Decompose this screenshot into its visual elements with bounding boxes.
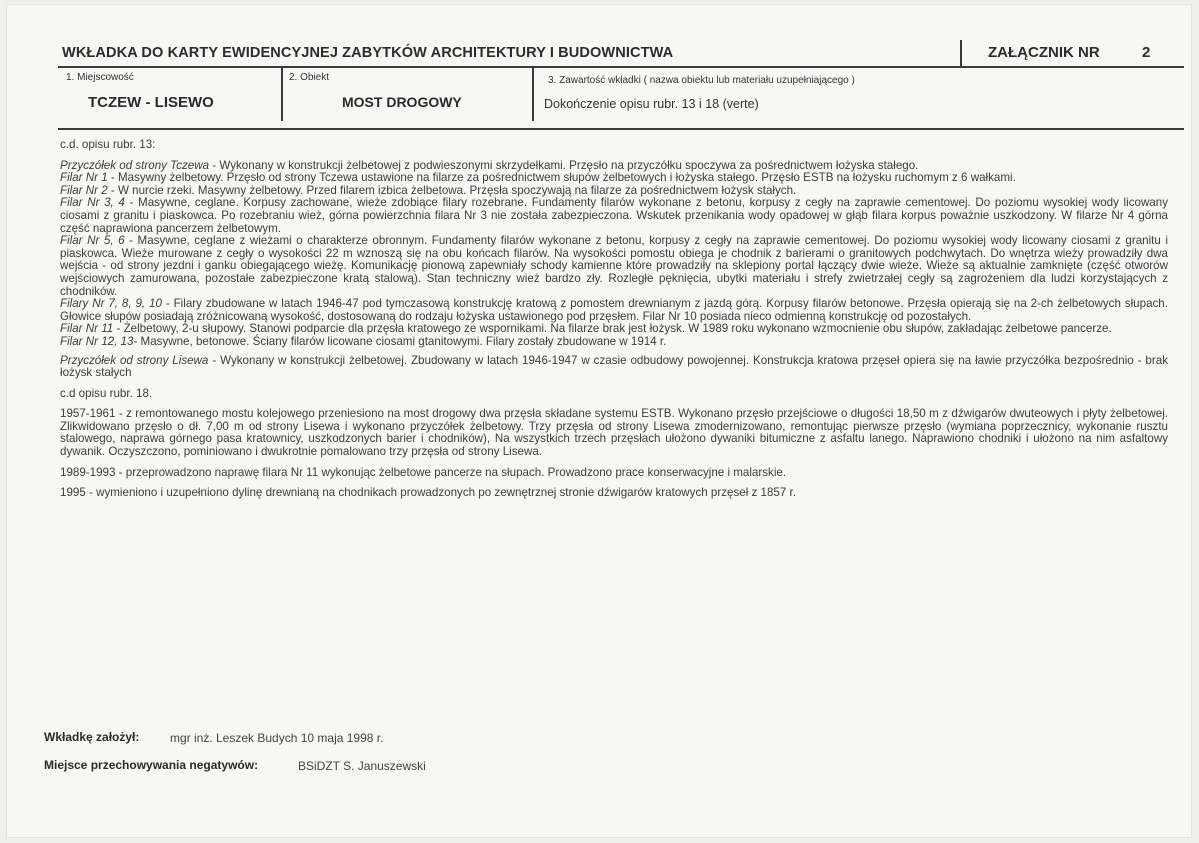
paragraph-label: Przyczółek od strony Lisewa <box>60 353 209 367</box>
paragraph-text: - Żelbetowy, 2-u słupowy. Stanowi podparcie dla przęsła kratowego ze wspornikami. Na filarze brak jest łożysk. W 1989 roku wykonano wzmocnienie obu słupów, zakładając żelbetowe pancerze. <box>113 322 1112 336</box>
paragraph-abutment-lisewo <box>60 355 1168 380</box>
description-body <box>60 139 1168 500</box>
header-divider <box>960 40 962 66</box>
author-label: Wkładkę założył: <box>44 730 140 744</box>
form-title: WKŁADKA DO KARTY EWIDENCYJNEJ ZABYTKÓW ARCHITEKTURY I BUDOWNICTWA <box>62 44 674 61</box>
paragraph-pier-3-4 <box>60 197 1168 235</box>
paragraph-text: - Masywne, ceglane. Korpusy zachowane, wieże zdobiące filary rozebrane. Fundamenty filarów wykonane z betonu, korpusy z cegły na zaprawie cementowej. Do poziomu wysokiej wody licowany ciosami z granitu i piaskowca. Po rozebraniu wież, górna powierzchnia filara Nr 3 nie została zabezpieczona. Wskutek przenikania wody opadowej w głąb filara korpus poważnie uszkodzony. W filarze Nr 4 górna część naprawiona pancerzem żelbetowym. <box>60 196 1169 235</box>
storage-value: BSiDZT S. Januszewski <box>298 759 426 773</box>
paragraph-text: - Wykonany w konstrukcji żelbetowej z podwieszonymi skrzydełkami. Przęsło na przyczółku spoczywa za pośrednictwem łożyska stałego. <box>209 158 919 172</box>
paragraph-label: Filar Nr 12, 13 <box>60 334 134 348</box>
paragraph-text: - Masywne, ceglane z wieżami o charakterze obronnym. Fundamenty filarów wykonane z betonu, korpusy z cegły na zaprawie cementowej. Do poziomu wysokiej wody licowany ciosami z granitu i piaskowca. Wieże murowane z cegły o wysokości 22 m wznoszą się na obu końcach filarów. Na wysokości pomostu obiega je chodnik z barierami o granitowych podchwytach. Do wnętrza wieży prowadziły dwa wejścia - od strony jezdni i ganku obiegającego wieżę. Komunikację pionową zapewniały schody kamienne które prowadziły na sklepiony portal łączący dwie wieże. Wieże są aktualnie zamknięte (część otworów wejściowych zamurowana, pozostałe zabezpieczone kratą stalową). Stan techniczny wież bardzo zły. Rozległe pęknięcia, ubytki materiału i strefy zwietrzałej cegły są zagrożeniem dla ludzi korzystających z chodników. <box>60 234 1168 298</box>
field-divider-2 <box>532 66 534 121</box>
paragraph-text: - Masywny żelbetowy. Przęsło od strony Tczewa ustawione na filarze za pośrednictwem słupów żelbetowych i łożyska stałego. Przęsło ESTB na łożysku ruchomym z 6 wałkami. <box>107 171 1016 185</box>
paragraph-text: - Filary zbudowane w latach 1946-47 pod tymczasową konstrukcję kratową z pomostem drewnianym z jazdą górą. Korpusy filarów betonowe. Przęsła opierają się na 2-ch żelbetowych słupach. Głowice słupów posiadają zróżnicowaną wysokość, dostosowaną do rodzaju łożyska ustawionego pod przęsłem. Filar Nr 10 posiada nieco odmienną konstrukcję od pozostałych. <box>60 297 1168 323</box>
field-divider-1 <box>281 66 283 121</box>
paragraph-label: Filar Nr 11 <box>60 322 114 336</box>
section-heading-13: c.d. opisu rubr. 13: <box>60 138 156 151</box>
paragraph-label: Filar Nr 1 <box>60 171 108 185</box>
author-value: mgr inż. Leszek Budych 10 maja 1998 r. <box>170 731 384 745</box>
object-label: 2. Obiekt <box>289 72 330 83</box>
content-value: Dokończenie opisu rubr. 13 i 18 (verte) <box>544 97 759 111</box>
paragraph-pier-5-6 <box>60 235 1168 298</box>
attachment-number: 2 <box>1142 44 1151 61</box>
paragraph-label: Filar Nr 5, 6 <box>60 234 125 248</box>
locality-value: TCZEW - LISEWO <box>88 94 214 111</box>
paragraph-pier-7-10 <box>60 298 1168 323</box>
object-value: MOST DROGOWY <box>342 94 462 110</box>
history-1989-1993: 1989-1993 - przeprowadzono naprawę filara Nr 11 wykonując żelbetowe pancerze na słupach. Prowadzono prace konserwacyjne i malarskie. <box>60 465 787 479</box>
paragraph-label: Filar Nr 2 <box>60 183 108 197</box>
storage-label: Miejsce przechowywania negatywów: <box>44 758 259 772</box>
paragraph-text: - Wykonany w konstrukcji żelbetowej. Zbudowany w latach 1946-1947 w czasie odbudowy powojennej. Konstrukcja kratowa przęseł opiera się na ławie przyczółka bezpośrednio - brak łożysk stałych <box>60 353 1168 380</box>
paragraph-pier-12-13 <box>60 336 1168 349</box>
paragraph-label: Filar Nr 3, 4 <box>60 196 125 210</box>
history-1957-1961: 1957-1961 - z remontowanego mostu kolejowego przeniesiono na most drogowy dwa przęsła składane systemu ESTB. Wykonano przęsło przejściowe o długości 18,50 m z dźwigarów dwuteowych i płyty żelbetowej. Zlikwidowano przęsło o dł. 7,00 m od strony Lisewa i wykonano przyczółek żelbetowy. Trzy przęsła od strony Lisewa zmodernizowano, remontując pierwsze przęsło (wymiana poprzecznicy, wykonanie rusztu stalowego, naprawa górnego pasa kratownicy, uszkodzonych barier i chodników), Na wszystkich trzech przęsłach ułożono dywaniki bitumiczne z asfaltu lanego. Naprawiono chodniki i ułożono na nim asfaltowy dywanik. Oczyszczono, pominiowano i dwukrotnie pomalowano trzy przęsła od strony Lisewa. <box>60 407 1168 459</box>
history-1995: 1995 - wymieniono i uzupełniono dylinę drewnianą na chodnikach prowadzonych po zewnętrznej stronie dźwigarów kratowych przęseł z 1857 r. <box>60 486 796 500</box>
fields-rule <box>58 128 1184 130</box>
header-rule <box>58 66 1184 68</box>
paragraph-text: - Masywne, betonowe. Ściany filarów licowane ciosami gtanitowymi. Filary zostały zbudowane w 1914 r. <box>133 334 667 348</box>
attachment-label: ZAŁĄCZNIK NR <box>988 44 1100 61</box>
paragraph-label: Przyczółek od strony Tczewa <box>60 158 210 172</box>
section-heading-18: c.d opisu rubr. 18. <box>60 386 153 400</box>
locality-label: 1. Miejscowość <box>66 72 134 83</box>
paragraph-text: - W nurcie rzeki. Masywny żelbetowy. Przed filarem izbica żelbetowa. Przęsła spoczywają na filarze za pośrednictwem łożysk stałych. <box>107 183 797 197</box>
paragraph-label: Filary Nr 7, 8, 9, 10 <box>60 297 162 311</box>
content-label: 3. Zawartość wkładki ( nazwa obiektu lub materiału uzupełniającego ) <box>548 75 855 86</box>
